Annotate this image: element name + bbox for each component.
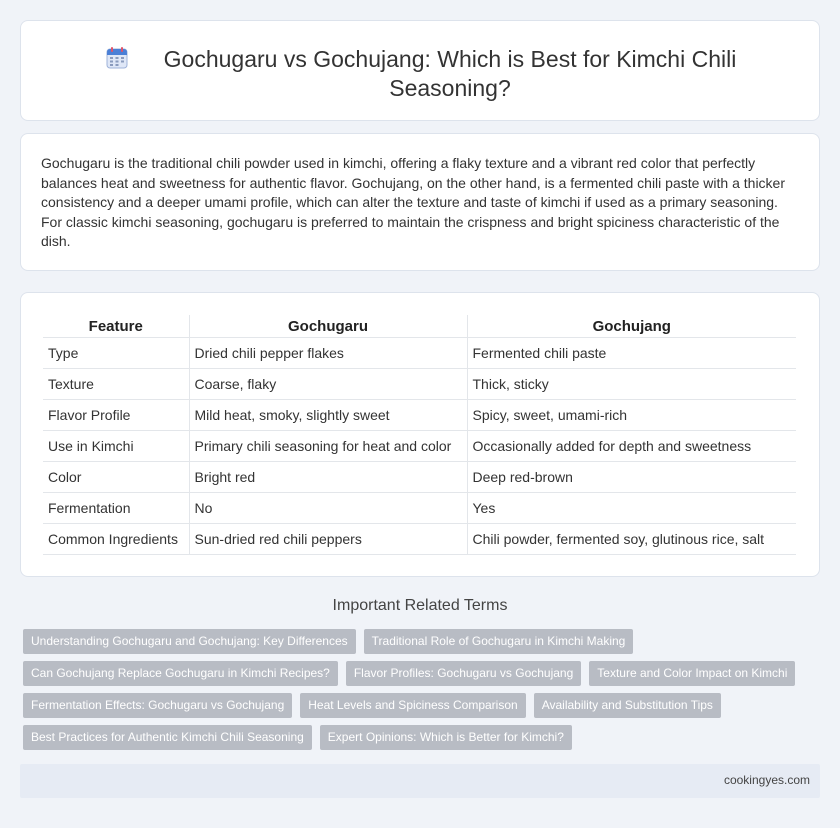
related-terms-heading: Important Related Terms <box>332 597 508 614</box>
table-cell: Dried chili pepper flakes <box>189 338 467 369</box>
table-row <box>43 400 796 431</box>
table-cell: Yes <box>467 493 796 524</box>
related-term-tag[interactable]: Understanding Gochugaru and Gochujang: Key Differences <box>23 629 356 654</box>
table-header-row <box>43 315 796 338</box>
related-term-tag[interactable]: Fermentation Effects: Gochugaru vs Gochujang <box>23 693 292 718</box>
related-term-tag[interactable]: Traditional Role of Gochugaru in Kimchi Making <box>364 629 634 654</box>
related-term-tag[interactable]: Can Gochujang Replace Gochugaru in Kimchi Recipes? <box>23 661 338 686</box>
table-row <box>43 338 796 369</box>
column-header-feature: Feature <box>43 315 189 338</box>
table-cell: Sun-dried red chili peppers <box>189 524 467 555</box>
table-cell: Spicy, sweet, umami-rich <box>467 400 796 431</box>
table-cell: Common Ingredients <box>43 524 189 555</box>
table-cell: Deep red-brown <box>467 462 796 493</box>
related-terms-list <box>23 629 818 750</box>
table-row <box>43 524 796 555</box>
table-cell: Fermentation <box>43 493 189 524</box>
table-row <box>43 369 796 400</box>
table-cell: Bright red <box>189 462 467 493</box>
table-cell: Chili powder, fermented soy, glutinous rice, salt <box>467 524 796 555</box>
related-term-tag[interactable]: Availability and Substitution Tips <box>534 693 721 718</box>
comparison-card <box>20 292 820 577</box>
page-title: Gochugaru vs Gochujang: Which is Best for Kimchi Chili Seasoning? <box>163 46 737 101</box>
title-card <box>20 20 820 121</box>
intro-card <box>20 133 820 271</box>
related-term-tag[interactable]: Heat Levels and Spiciness Comparison <box>300 693 525 718</box>
related-term-tag[interactable]: Flavor Profiles: Gochugaru vs Gochujang <box>346 661 581 686</box>
intro-paragraph: Gochugaru is the traditional chili powder used in kimchi, offering a flaky texture and a vibrant red color that perfectly balances heat and sweetness for authentic flavor. Gochujang, on the other hand, is a fermented chili paste with a thicker consistency and a deeper umami profile, which can alter the texture and taste of kimchi if used as a primary seasoning. For classic kimchi seasoning, gochugaru is preferred to maintain the crispness and bright spiciness characteristic of the dish. <box>41 155 786 249</box>
table-cell: Use in Kimchi <box>43 431 189 462</box>
related-term-tag[interactable]: Expert Opinions: Which is Better for Kimchi? <box>320 725 572 750</box>
comparison-table <box>43 315 796 555</box>
table-cell: Occasionally added for depth and sweetness <box>467 431 796 462</box>
table-cell: Flavor Profile <box>43 400 189 431</box>
table-cell: No <box>189 493 467 524</box>
table-row <box>43 431 796 462</box>
footer <box>20 764 820 798</box>
related-term-tag[interactable]: Best Practices for Authentic Kimchi Chili Seasoning <box>23 725 312 750</box>
column-header-gochujang: Gochujang <box>467 315 796 338</box>
table-cell: Fermented chili paste <box>467 338 796 369</box>
table-cell: Thick, sticky <box>467 369 796 400</box>
table-cell: Type <box>43 338 189 369</box>
table-cell: Coarse, flaky <box>189 369 467 400</box>
footer-site-link[interactable]: cookingyes.com <box>723 773 810 787</box>
related-term-tag[interactable]: Texture and Color Impact on Kimchi <box>589 661 795 686</box>
table-row <box>43 493 796 524</box>
column-header-gochugaru: Gochugaru <box>189 315 467 338</box>
table-cell: Texture <box>43 369 189 400</box>
table-row <box>43 462 796 493</box>
table-cell: Mild heat, smoky, slightly sweet <box>189 400 467 431</box>
table-cell: Primary chili seasoning for heat and color <box>189 431 467 462</box>
table-cell: Color <box>43 462 189 493</box>
